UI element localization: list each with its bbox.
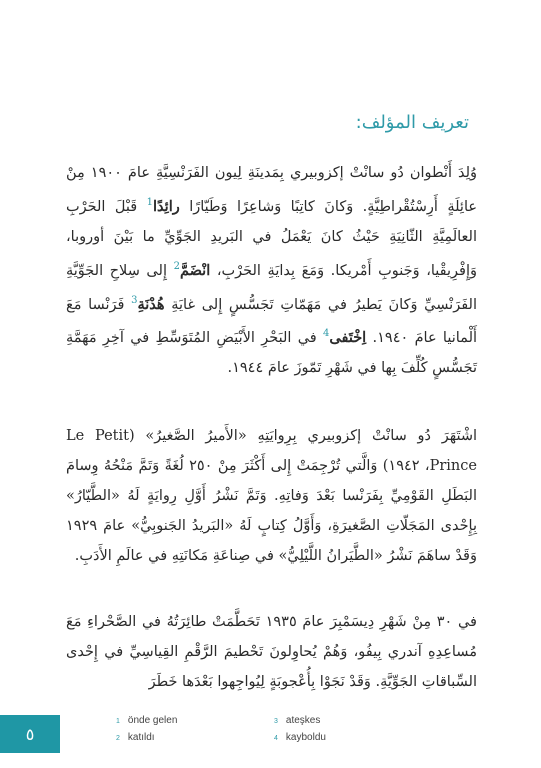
footnote-4 xyxy=(274,732,326,743)
footnote-number: 3 xyxy=(274,718,278,725)
footnote-1 xyxy=(116,715,177,726)
footnote-text: önde gelen xyxy=(127,715,178,726)
footnote-mark-1: 1 xyxy=(146,197,154,208)
author-works-paragraph: اشْتَهَرَ دُو سانْتْ إكزوبيري بِرِوايَتِهِ «الأَميرُ الصَّغيرُ» (Le Petit Prince، ١٩٤٢) وَالَّتي تُرْجِمَتْ إِلى أَكْثَرَ مِنْ ٢٥٠ لُغَةً وَتَمَّ مَنْحُهُ وِسامَ البَطَلِ القَوْمِيِّ بِفَرَنْسا بَعْدَ وَفاتِهِ. وَتَمَّ نَشْرُ أَوَّلِ رِوايَةٍ لَهُ «الطَّيّارُ» بِإِحْدى المَجَلّاتِ الصَّغيرَةِ، وَأَوَّلُ كِتابٍ لَهُ «البَريدُ الجَنوبِيُّ» عامَ ١٩٢٩ وَقَدْ ساهَمَ نَشْرُ «الطَّيَرانُ اللَّيْلِيُّ» في صِناعَةِ مَكانَتِهِ في عالَمِ الأَدَبِ. xyxy=(66,428,478,564)
page-number: ٥ xyxy=(0,715,60,753)
glossary-word-2: انْضَمَّ xyxy=(179,261,211,279)
glossary-word-3: هُدْنَةِ xyxy=(137,295,165,313)
bio-text-1: وُلِدَ أَنْطوان دُو سانْتْ إكزوبيري بِمَدينَةِ لِيون الفَرَنْسِيَّةِ عامَ ١٩٠٠ مِنْ عائِلَةٍ أَرِسْتُقْراطِيَّةٍ. وَكانَ كاتِبًا وَشاعِرًا وَطَيّارًا xyxy=(66,165,478,215)
footnote-text: kayboldu xyxy=(285,732,326,743)
glossary-word-1: رائِدًا xyxy=(153,197,180,215)
footnote-mark-3: 3 xyxy=(131,294,138,306)
footnote-mark-2: 2 xyxy=(173,260,180,272)
bio-text-5: في البَحْرِ الأَبْيَضِ المُتَوَسِّطِ في آخِرِ مَهَمَّةِ تَجَسُّسٍ كُلِّفَ بِها في شَهْرِ تَمّوزَ عامَ ١٩٤٤. xyxy=(66,330,477,377)
footnote-mark-4: 4 xyxy=(323,328,330,340)
footnote-3 xyxy=(274,715,320,726)
bio-text-4: فَرَنْسا مَعَ أَلْمانيا عامَ ١٩٤٠. xyxy=(66,296,478,347)
footnote-number: 2 xyxy=(116,735,120,742)
footnote-text: katıldı xyxy=(127,732,155,743)
author-crash-paragraph: في ٣٠ مِنْ شَهْرِ دِيسَمْبِرَ عامَ ١٩٣٥ تَحَطَّمَتْ طائِرَتُهُ في الصَّحْراءِ مَعَ مُساعِدِهِ آندري بِيفُو، وَهُمْ يُحاوِلونَ تَحْطيمَ الرَّقْمِ القِياسِيِّ في إِحْدى السِّباقاتِ الجَوِّيَّةِ. وَقَدْ نَجَوْا بِأُعْجوبَةٍ لِيُواجِهوا بَعْدَها خَطَرَ xyxy=(66,614,477,690)
bio-text-3: إِلى سِلاحِ الجَوِّيَّةِ الفَرَنْسِيِّ وَكانَ يَطيرُ في مَهَمّاتِ تَجَسُّسٍ إِلى غايَةِ xyxy=(66,262,477,313)
footnote-2 xyxy=(116,732,155,743)
footnote-text: ateşkes xyxy=(285,715,321,726)
footnote-number: 4 xyxy=(274,735,278,742)
author-biography-paragraph xyxy=(66,158,477,383)
bio-text-2: قَبْلَ الحَرْبِ العالَمِيَّةِ الثّانِيَةِ حَيْثُ كانَ يَعْمَلُ في البَريدِ الجَوِّيِّ ما بَيْنَ أوروبا، وَإِفْرِيقْيا، وَجَنوبِ أَمْريكا. وَمَعَ بِدايَةِ الحَرْبِ، xyxy=(66,198,478,279)
footnotes xyxy=(116,715,376,755)
footnote-number: 1 xyxy=(116,718,120,725)
section-heading: تعريف المؤلف: xyxy=(355,112,469,133)
glossary-word-4: اِخْتَفى xyxy=(329,329,367,347)
